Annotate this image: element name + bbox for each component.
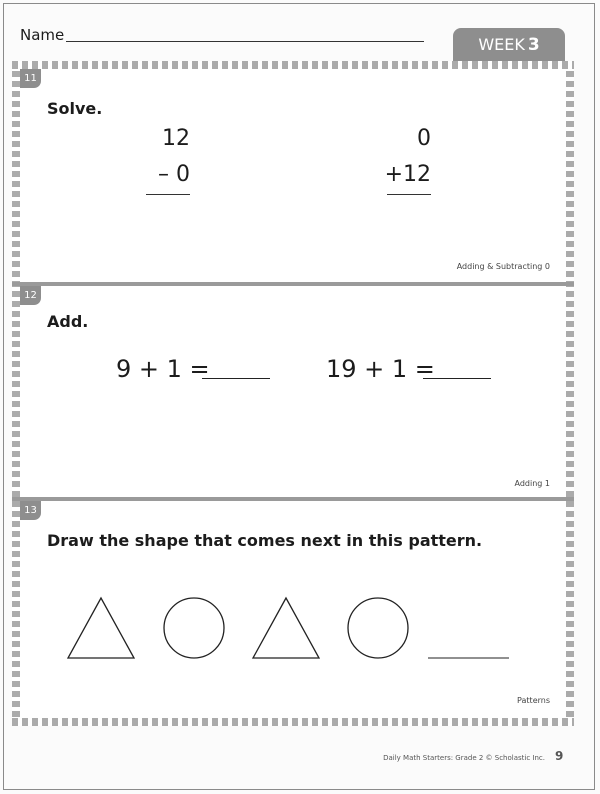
triangle-icon xyxy=(253,598,319,658)
week-label: WEEK xyxy=(478,35,525,54)
name-label: Name xyxy=(20,26,65,44)
right-answer-line[interactable] xyxy=(387,194,431,195)
equation-1: 9 + 1 = xyxy=(116,355,210,383)
right-top-number: 0 xyxy=(417,126,431,151)
problem-number-badge: 12 xyxy=(20,286,41,305)
circle-icon xyxy=(164,598,224,658)
left-bottom-number: – 0 xyxy=(158,162,190,187)
triangle-icon xyxy=(68,598,134,658)
name-field[interactable] xyxy=(66,41,424,42)
right-bottom-number: +12 xyxy=(384,162,431,187)
problem-13-panel xyxy=(20,501,566,718)
equation-2: 19 + 1 = xyxy=(326,355,435,383)
problem-prompt: Solve. xyxy=(47,99,103,118)
frame-bottom-border xyxy=(12,718,574,726)
equation-2-answer-line[interactable] xyxy=(423,378,491,379)
page-number: 9 xyxy=(555,749,564,763)
skill-label: Adding 1 xyxy=(514,479,550,488)
equation-1-answer-line[interactable] xyxy=(202,378,270,379)
problem-number-badge: 11 xyxy=(20,69,41,88)
problem-number-badge: 13 xyxy=(20,501,41,520)
pattern-shapes xyxy=(20,586,566,706)
week-number: 3 xyxy=(527,35,540,55)
problem-prompt: Add. xyxy=(47,312,89,331)
circle-icon xyxy=(348,598,408,658)
skill-label: Adding & Subtracting 0 xyxy=(456,262,550,271)
left-answer-line[interactable] xyxy=(146,194,190,195)
skill-label: Patterns xyxy=(517,696,550,705)
left-top-number: 12 xyxy=(162,126,190,151)
footer-credit: Daily Math Starters: Grade 2 © Scholastic Inc. xyxy=(383,754,545,762)
problem-12-panel xyxy=(20,286,566,497)
problem-11-panel xyxy=(20,69,566,282)
problem-prompt: Draw the shape that comes next in this pattern. xyxy=(47,531,483,550)
frame-top-border xyxy=(12,61,574,69)
